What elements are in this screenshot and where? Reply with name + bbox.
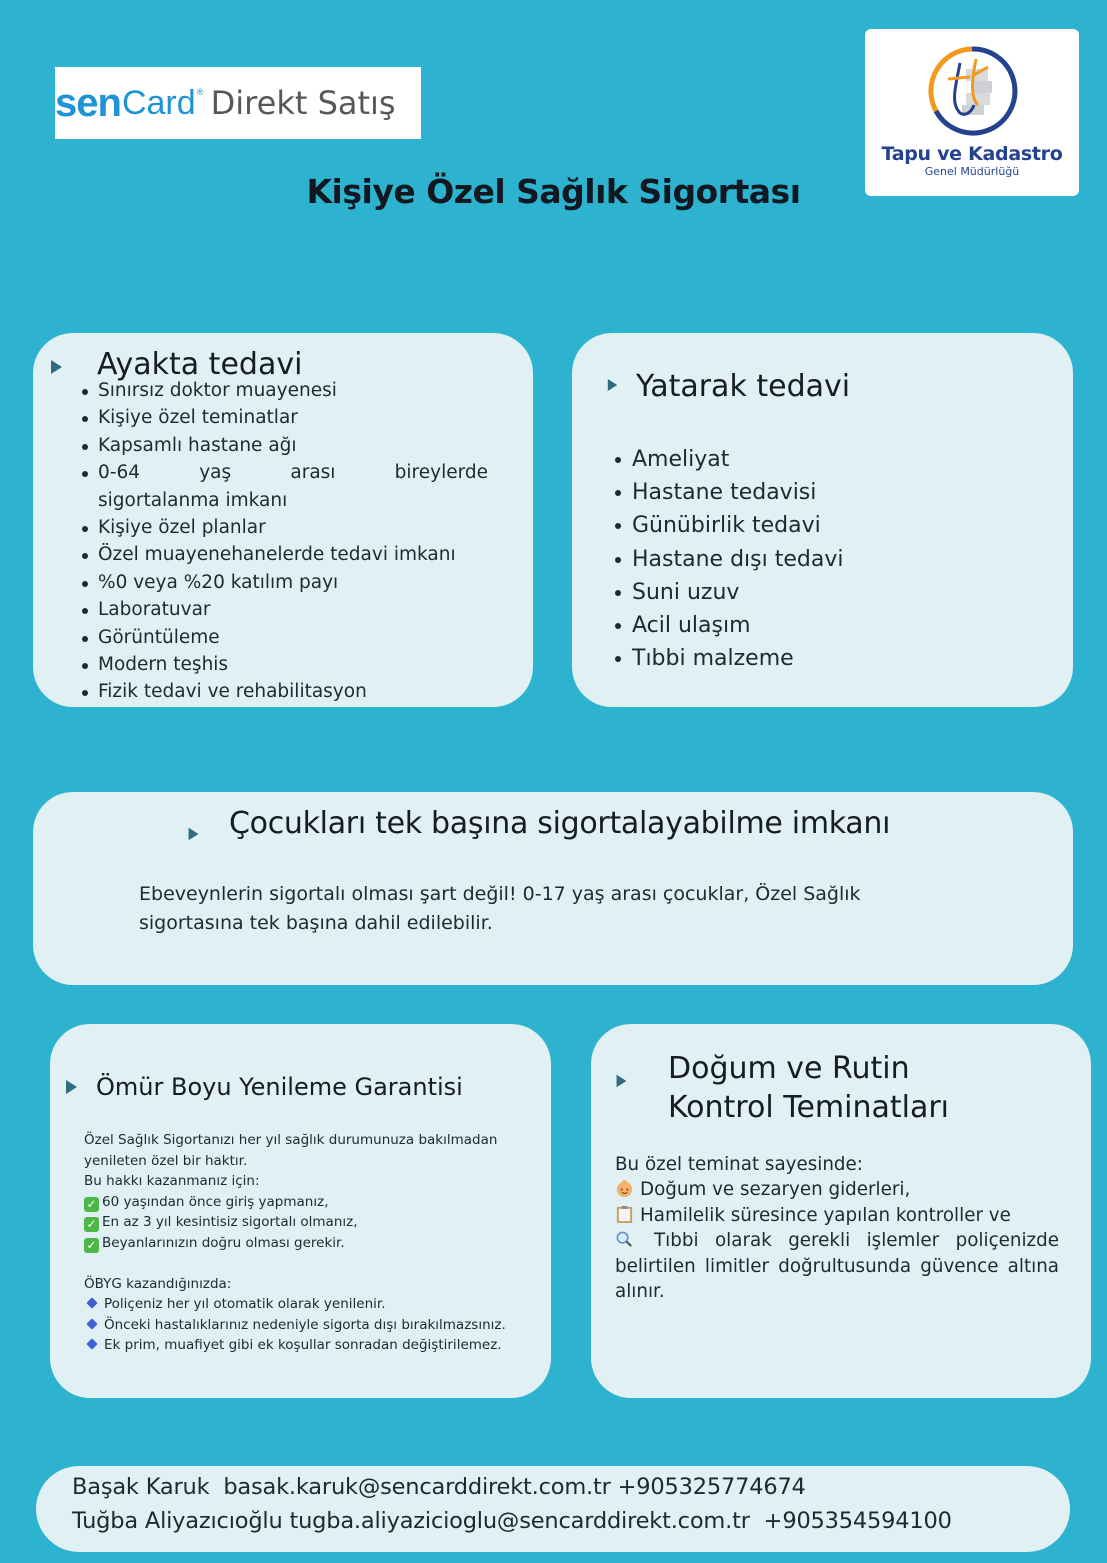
- list-item: [81, 459, 521, 514]
- benefit-text: Poliçeniz her yıl otomatik olarak yenilenir.: [104, 1296, 386, 1313]
- renewal-card: [50, 1024, 551, 1398]
- list-item: Görüntüleme: [81, 624, 521, 651]
- magnifier-icon: [615, 1230, 634, 1249]
- contact-phone[interactable]: +905354594100: [763, 1508, 952, 1534]
- word: yaş: [199, 462, 232, 484]
- list-item: Ameliyat: [614, 443, 843, 476]
- contact-footer: [36, 1466, 1070, 1552]
- play-arrow-icon: [66, 1080, 77, 1094]
- list-item: Kişiye özel planlar: [81, 514, 521, 541]
- list-item: Kapsamlı hastane ağı: [81, 432, 521, 459]
- check-item-text: 60 yaşından önce giriş yapmanız,: [102, 1193, 329, 1210]
- list-item: Sınırsız doktor muayenesi: [81, 377, 521, 404]
- contact-name: Tuğba Aliyazıcıoğlu: [72, 1508, 283, 1534]
- play-arrow-icon: [189, 828, 199, 841]
- logo-suffix-text: Direkt Satış: [210, 84, 396, 122]
- blue-diamond-icon: [86, 1339, 97, 1350]
- renewal-intro: Özel Sağlık Sigortanızı her yıl sağlık durumunuza bakılmadan: [84, 1132, 498, 1148]
- maternity-heading: [668, 1049, 949, 1127]
- inpatient-list: [614, 443, 843, 675]
- maternity-item-text: Hamilelik süresince yapılan kontroller ve: [640, 1204, 1011, 1226]
- baby-face-icon: [615, 1179, 634, 1198]
- maternity-item: [615, 1177, 1059, 1202]
- benefit-item: [84, 1294, 506, 1315]
- blue-diamond-icon: [86, 1318, 97, 1329]
- tk-logo-subtitle: Genel Müdürlüğü: [924, 165, 1020, 178]
- list-item: Modern teşhis: [81, 651, 521, 678]
- list-item: %0 veya %20 katılım payı: [81, 569, 521, 596]
- benefit-item: [84, 1315, 506, 1336]
- word: bireylerde: [394, 462, 488, 484]
- children-heading: Çocukları tek başına sigortalayabilme imkanı: [229, 806, 891, 841]
- maternity-item-text: Tıbbi olarak gerekli işlemler poliçenizde belirtilen limitler doğrultusunda güvence altına alınır.: [615, 1230, 1059, 1303]
- tk-logo-name: Tapu ve Kadastro: [881, 143, 1063, 165]
- check-item-text: Beyanlarınızın doğru olması gerekir.: [102, 1234, 345, 1251]
- list-item: Tıbbi malzeme: [614, 642, 843, 675]
- check-mark-button-icon: ✓: [84, 1217, 99, 1232]
- contact-email[interactable]: basak.karuk@sencarddirekt.com.tr: [223, 1474, 611, 1500]
- outpatient-card: [33, 333, 533, 707]
- inpatient-card: [572, 333, 1073, 707]
- outpatient-list: [81, 377, 521, 706]
- list-item: Hastane dışı tedavi: [614, 543, 843, 576]
- play-arrow-icon: [51, 360, 62, 374]
- maternity-heading-line-2: Kontrol Teminatları: [668, 1090, 950, 1125]
- tk-emblem-icon: [926, 45, 1018, 137]
- check-item: [84, 1233, 506, 1254]
- obyg-label: ÖBYG kazandığınızda:: [84, 1275, 232, 1292]
- contact-row: [72, 1508, 952, 1534]
- check-item-text: En az 3 yıl kesintisiz sigortalı olmanız,: [102, 1214, 358, 1231]
- list-item: Özel muayenehanelerde tedavi imkanı: [81, 541, 521, 568]
- list-item-line-1: [98, 459, 488, 486]
- maternity-item-text: Doğum ve sezaryen giderleri,: [640, 1179, 911, 1201]
- list-item: Fizik tedavi ve rehabilitasyon: [81, 678, 521, 705]
- list-item: Suni uzuv: [614, 576, 843, 609]
- contact-row: [72, 1474, 806, 1500]
- renewal-heading: Ömür Boyu Yenileme Garantisi: [96, 1073, 463, 1101]
- list-item: Günübirlik tedavi: [614, 509, 843, 542]
- benefit-text: Ek prim, muafiyet gibi ek koşullar sonradan değiştirilemez.: [104, 1337, 502, 1354]
- inpatient-heading: Yatarak tedavi: [636, 369, 851, 404]
- list-item: Kişiye özel teminatlar: [81, 404, 521, 431]
- maternity-heading-line-1: Doğum ve Rutin: [668, 1051, 910, 1086]
- maternity-body: [615, 1152, 1059, 1304]
- word: arası: [290, 462, 336, 484]
- word: 0-64: [98, 462, 140, 484]
- sencard-logo: [55, 67, 421, 139]
- maternity-item: [615, 1228, 1059, 1304]
- contact-email[interactable]: tugba.aliyazicioglu@sencarddirekt.com.tr: [289, 1508, 750, 1534]
- page-title: Kişiye Özel Sağlık Sigortası: [306, 172, 801, 211]
- renewal-intro: Bu hakkı kazanmanız için:: [84, 1173, 260, 1190]
- logo-registered-mark: ®: [195, 88, 205, 98]
- outpatient-heading: Ayakta tedavi: [97, 347, 303, 382]
- contact-name: Başak Karuk: [72, 1474, 210, 1500]
- check-item: [84, 1212, 506, 1233]
- benefit-text: Önceki hastalıklarınız nedeniyle sigorta dışı bırakılmazsınız.: [104, 1316, 506, 1333]
- check-item: [84, 1192, 506, 1213]
- children-text: Ebeveynlerin sigortalı olması şart değil! 0-17 yaş arası çocuklar, Özel Sağlık sigortasına tek başına dahil edilebilir.: [139, 883, 861, 934]
- check-mark-button-icon: ✓: [84, 1238, 99, 1253]
- play-arrow-icon: [617, 1075, 627, 1088]
- logo-card-text: Card: [121, 83, 196, 122]
- tapu-kadastro-logo: [865, 29, 1079, 196]
- children-card: [33, 792, 1073, 985]
- blue-diamond-icon: [86, 1297, 97, 1308]
- renewal-intro: yenileten özel bir haktır.: [84, 1152, 248, 1169]
- clipboard-icon: [615, 1205, 634, 1224]
- contact-phone[interactable]: +905325774674: [617, 1474, 806, 1500]
- check-mark-button-icon: ✓: [84, 1197, 99, 1212]
- renewal-body: [84, 1130, 506, 1356]
- logo-sen-text: sen: [55, 80, 121, 125]
- list-item: Acil ulaşım: [614, 609, 843, 642]
- list-item-line-2: sigortalanma imkanı: [98, 489, 288, 511]
- play-arrow-icon: [608, 379, 617, 391]
- list-item: Laboratuvar: [81, 596, 521, 623]
- maternity-intro: Bu özel teminat sayesinde:: [615, 1154, 863, 1175]
- maternity-card: [591, 1024, 1091, 1398]
- maternity-item: [615, 1203, 1059, 1228]
- benefit-item: [84, 1335, 506, 1356]
- list-item: Hastane tedavisi: [614, 476, 843, 509]
